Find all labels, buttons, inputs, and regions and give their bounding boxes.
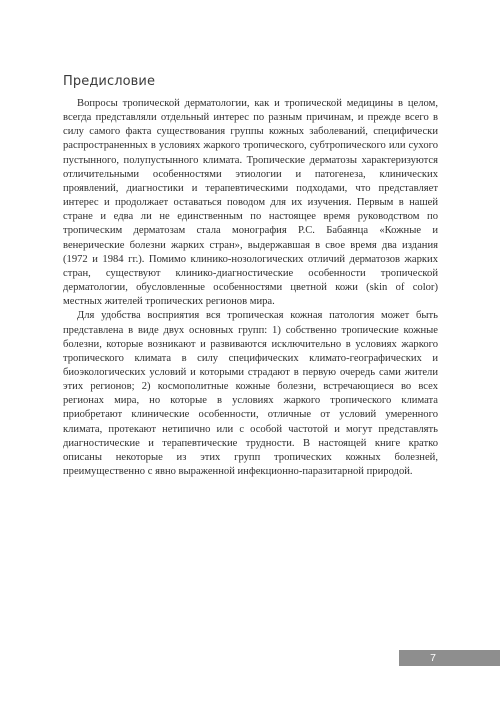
page-number: 7: [430, 652, 436, 664]
paragraph: Для удобства восприятия вся тропическая кожная патология может быть представлена в виде двух основных групп: 1) собственно тропические кожные болезни, которые возникают и развиваются исключительно в условиях жаркого тропического климата в силу специфических климато-географических и биоэкологических условий и которыми страдают в первую очередь сами жители этих регионов; 2) космополитные кожные болезни, встречающиеся во всех регионах мира, но которые в условиях жаркого тропического климата приобретают клинические особенности, отличные от условий умеренного климата, протекают нетипично или с особой частотой и могут представлять диагностические и терапевтические трудности. В настоящей книге кратко описаны некоторые из этих групп тропических кожных болезней, преимущественно с явно выраженной инфекционно-паразитарной природой.: [63, 310, 438, 478]
section-heading: Предисловие: [63, 74, 156, 89]
paragraph: Вопросы тропической дерматологии, как и тропической медицины в целом, всегда представляли отдельный интерес по разным причинам, и прежде всего в силу самого факта существования группы кожных заболеваний, специфически распространенных в условиях жаркого тропического, субтропического или сухого пустынного, полупустынного климата. Тропические дерматозы характеризуются отличительными особенностями этиологии и патогенеза, клинических проявлений, диагностики и терапевтическими подходами, что представляет интерес и продолжает оставаться поводом для их изучения. Первым в нашей стране и едва ли не единственным по настоящее время руководством по тропическим дерматозам стала монография Р.С. Бабаянца «Кожные и венерические болезни жарких стран», выдержавшая в свое время два издания (1972 и 1984 гг.). Помимо клинико-нозологических отличий дерматозов жарких стран, существуют клинико-диагностические особенности тропической дерматологии, обусловленные особенностями цветной кожи (skin of color) местных жителей тропических регионов мира.: [63, 98, 438, 308]
body-text: [63, 97, 438, 479]
page-number-bar: [399, 650, 500, 666]
